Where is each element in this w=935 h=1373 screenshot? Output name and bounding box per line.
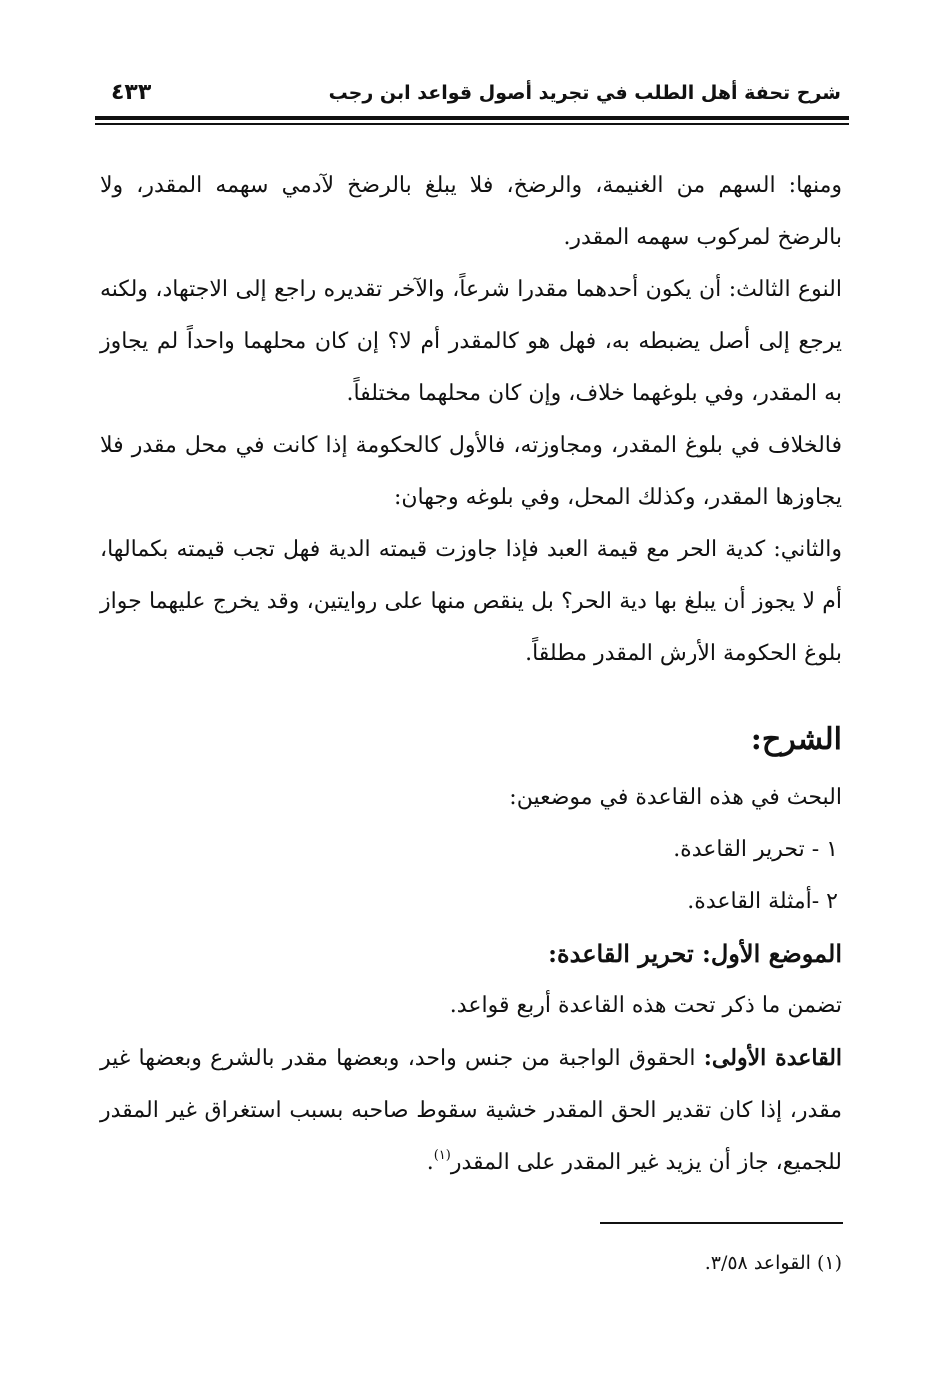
rule-end: . [426, 1150, 434, 1175]
header-rule-thin [95, 123, 849, 125]
rule-text: الحقوق الواجبة من جنس واحد، وبعضها مقدر بالشرع وبعضها غير مقدر، إذا كان تقدير الحق المقدر خشية سقوط صاحبه بسبب استغراق غير المقدر للجميع، جاز أن يزيد غير المقدر على المقدر [100, 1046, 842, 1175]
footnote-separator [600, 1222, 843, 1224]
rule-label: القاعدة الأولى: [703, 1045, 843, 1071]
page-body [100, 160, 842, 1189]
sharh-intro: البحث في هذه القاعدة في موضعين: [509, 785, 842, 810]
list-item: ٢ -أمثلة القاعدة. [687, 889, 838, 914]
running-title: شرح تحفة أهل الطلب في تجريد أصول قواعد ابن رجب [328, 82, 841, 104]
section-intro: تضمن ما ذكر تحت هذه القاعدة أربع قواعد. [449, 993, 842, 1018]
paragraph: ومنها: السهم من الغنيمة، والرضخ، فلا يبلغ بالرضخ لآدمي سهمه المقدر، ولا بالرضخ لمركوب سهمه المقدر. [100, 173, 842, 250]
footnote-reference: (١) [433, 1148, 451, 1163]
rule-paragraph [100, 1032, 842, 1189]
list-item: ١ - تحرير القاعدة. [673, 837, 838, 862]
paragraph: والثاني: كدية الحر مع قيمة العبد فإذا جاوزت قيمته الدية فهل تجب قيمته بكمالها، أم لا يجوز أن يبلغ بها دية الحر؟ بل ينقص منها على روايتين، وقد يخرج عليهما جواز بلوغ الحكومة الأرش المقدر مطلقاً. [100, 537, 842, 666]
paragraph: فالخلاف في بلوغ المقدر، ومجاوزته، فالأول كالحكومة إذا كانت في محل مقدر فلا يجاوزها المقدر، وكذلك المحل، وفي بلوغه وجهان: [100, 433, 842, 510]
sharh-heading: الشرح: [750, 722, 842, 757]
footnote: (١) القواعد ٣/٥٨. [704, 1252, 842, 1274]
page-header [95, 80, 841, 110]
header-rule-thick [95, 116, 849, 120]
section-heading: الموضع الأول: تحرير القاعدة: [548, 939, 842, 968]
paragraph: النوع الثالث: أن يكون أحدهما مقدرا شرعاً، والآخر تقديره راجع إلى الاجتهاد، ولكنه يرجع إلى أصل يضبطه به، فهل هو كالمقدر أم لا؟ إن كان محلهما واحداً لم يجاوز به المقدر، وفي بلوغهما خلاف، وإن كان محلهما مختلفاً. [100, 277, 842, 406]
page-number: ٤٣٣ [111, 80, 152, 105]
